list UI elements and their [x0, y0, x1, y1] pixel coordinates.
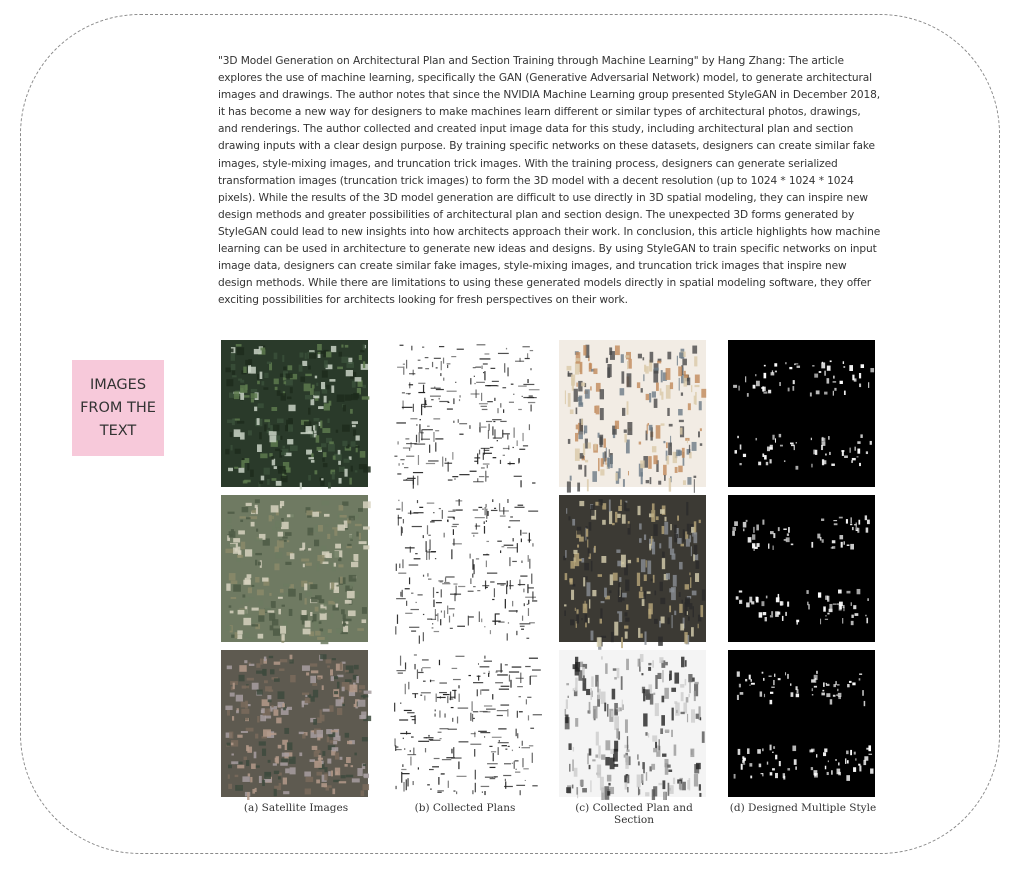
figure-tile-section-2 [559, 495, 706, 650]
figure-image-grid [221, 340, 881, 800]
caption-designed-multiple-style: (d) Designed Multiple Style [729, 802, 877, 814]
figure-tile-satellite-2 [221, 495, 371, 644]
figure-tile-satellite-1 [221, 340, 371, 489]
caption-satellite-images: (a) Satellite Images [243, 802, 349, 814]
figure-tile-plan-1 [390, 340, 540, 489]
figure-grid [221, 340, 881, 826]
figure-tile-section-1 [559, 340, 706, 493]
figure-tile-section-3 [559, 650, 706, 800]
figure-tile-plan-2 [390, 495, 538, 644]
figure-tile-plan-3 [390, 650, 542, 797]
caption-collected-plan-section: (c) Collected Plan and Section [575, 802, 693, 826]
article-summary: "3D Model Generation on Architectural Plan and Section Training through Machine Learning" by Hang Zhang: The article explores the use of machine learning, specifically the GAN (Generative Adversarial Network) model, to generate architectural images and drawings. The author notes that since the NVIDIA Machine Learning group presented StyleGAN in December 2018, it has become a new way for designers to make machines learn different or similar types of architectural photos, drawings, and renderings. The author collected and created input image data for this study, including architectural plan and section drawing inputs with a clear design purpose. By training specific networks on these datasets, designers can create similar fake images, style-mixing images, and truncation trick images. With the training process, designers can generate serialized transformation images (truncation trick images) to form the 3D model with a decent resolution (up to 1024 * 1024 * 1024 pixels). While the results of the 3D model generation are difficult to use directly in 3D spatial modeling, they can inspire new design methods and greater possibilities of architectural plan and section design. The unexpected 3D forms generated by StyleGAN could lead to new insights into how architects approach their work. In conclusion, this article highlights how machine learning can be used in architecture to generate new ideas and designs. By using StyleGAN to train specific networks on input image data, designers can create similar fake images, style-mixing images, and truncation trick images that inspire new design methods. While there are limitations to using these generated models directly in spatial modeling software, they offer exciting possibilities for architects looking for fresh perspectives on their work. [218, 55, 881, 307]
figure-tile-dark-1 [728, 340, 875, 487]
figure-tile-dark-3 [728, 650, 875, 797]
images-from-text-label: IMAGES FROM THE TEXT [72, 360, 164, 456]
figure-tile-dark-2 [728, 495, 875, 642]
figure-tile-satellite-3 [221, 650, 371, 800]
caption-collected-plans: (b) Collected Plans [414, 802, 516, 814]
